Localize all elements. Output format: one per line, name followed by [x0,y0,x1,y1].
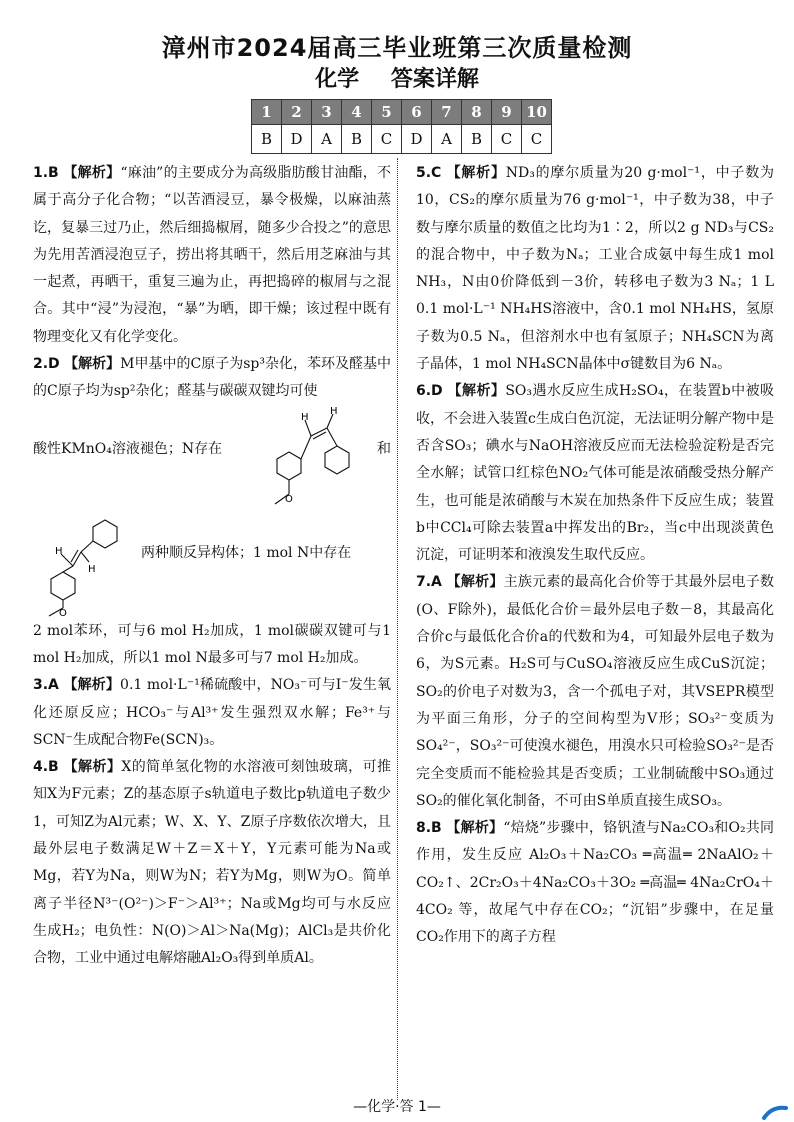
answer-key-number: 5 [372,100,402,125]
explanation-text: 酸性KMnO₄溶液褪色；N存在 [33,441,223,458]
left-column [33,160,391,973]
explanation-text: 0.1 mol·L⁻¹稀硫酸中，NO₃⁻可与I⁻发生氧化还原反应；HCO₃⁻与Al³⁺发生强烈双水解；Fe³⁺与SCN⁻生成配合物Fe(SCN)₃。 [33,677,392,748]
analysis-tag: 【解析】 [63,165,121,181]
answer-key-table [251,99,552,154]
answer-key-answer: D [282,125,312,154]
answer-key-number: 8 [462,100,492,125]
answer-key-answer: B [252,125,282,154]
explanation-q3 [33,672,391,754]
atom-label: H [88,563,96,575]
page-subtitle [0,62,794,93]
question-number: 1.B [33,165,59,181]
atom-label: O [59,607,67,618]
answer-key-answer: C [492,125,522,154]
answer-key-number: 7 [432,100,462,125]
explanation-q2 [33,351,391,672]
answer-key-answer-row [252,125,552,154]
answer-key-answer: C [522,125,552,154]
answer-key-number: 10 [522,100,552,125]
explanation-text: M甲基中的C原子为sp³杂化，苯环及醛基中的C原子均为sp²杂化；醛基与碳碳双键均可使 [33,356,391,400]
explanation-q7 [416,569,774,815]
corner-mark-icon [760,1104,790,1120]
explanation-text: 两种顺反异构体；1 mol N中存在 [141,545,352,562]
answer-key-number-row [252,100,552,125]
analysis-tag: 【解析】 [446,820,504,837]
molecule-row-2 [33,514,391,618]
question-number: 7.A [416,574,442,591]
analysis-tag: 【解析】 [64,356,121,373]
subtitle-label: 答案详解 [390,67,479,92]
explanation-q6 [416,378,774,569]
atom-label: O [285,493,293,505]
page-footer: —化学·答 1— [353,1099,441,1115]
atom-label: H [301,411,309,423]
analysis-tag: 【解析】 [446,574,504,591]
answer-key-answer: D [402,125,432,154]
answer-key-answer: A [312,125,342,154]
explanation-text: “麻油”的主要成分为高级脂肪酸甘油酯，不属于高分子化合物；“以苦酒浸豆，暴令极燥，以麻油蒸讫，复暴三过乃止，然后细捣椒屑，随多少合投之”的意思为先用苦酒浸泡豆子，捞出将其晒干，然后用芝麻油与其一起煮，再晒干，重复三遍为止，再把捣碎的椒屑与之混合。其中“浸”为浸泡，“暴”为晒，即干燥；该过程中既有物理变化又有化学变化。 [33,165,391,345]
explanation-text: ND₃的摩尔质量为20 g·mol⁻¹，中子数为10，CS₂的摩尔质量为76 g·mol⁻¹，中子数为38，中子数与摩尔质量的数值之比均为1∶2，所以2 g ND₃与CS₂的混合物中，中子数为Nₐ；工业合成氨中每生成1 mol NH₃，N由0价降低到－3价，转移电子数为3 Nₐ；1 L 0.1 mol·L⁻¹ NH₄HS溶液中，含0.1 mol NH₄HS，氢原子数为0.5 Nₐ，但溶剂水中也有氢原子；NH₄SCN为离子晶体，1 mol NH₄SCN晶体中σ键数目为6 Nₐ。 [416,165,775,373]
analysis-tag: 【解析】 [63,759,122,776]
answer-key-number: 3 [312,100,342,125]
answer-key-number: 1 [252,100,282,125]
answer-key-answer: B [342,125,372,154]
question-number: 5.C [416,165,442,181]
question-number: 4.B [33,759,59,776]
explanation-text: 2 mol苯环，可与6 mol H₂加成，1 mol碳碳双键可与1 mol H₂加成，所以1 mol N最多可与7 mol H₂加成。 [33,622,391,666]
explanation-q1 [33,160,391,351]
answer-key-number: 2 [282,100,312,125]
subject-label: 化学 [315,67,360,92]
explanation-text: “焙烧”步骤中，铬钒渣与Na₂CO₃和O₂共同作用，发生反应 Al₂O₃＋Na₂CO₃ ═高温═ 2NaAlO₂＋CO₂↑、2Cr₂O₃＋4Na₂CO₃＋3O₂ ═高温═ 4Na₂CrO₄＋4CO₂ 等，故尾气中存在CO₂；“沉铝”步骤中，在足量CO₂作用下的离子方程 [416,820,775,946]
explanation-text: SO₃遇水反应生成H₂SO₄，在装置b中被吸收，不会进入装置c生成白色沉淀，无法证明分解产物中是否含SO₃；碘水与NaOH溶液反应而无法检验淀粉是否完全水解；试管口红棕色NO₂气体可能是浓硝酸受热分解产生，也可能是浓硝酸与木炭在加热条件下反应生成；装置b中CCl₄可除去装置a中挥发出的Br₂，当c中出现淡黄色沉淀，可证明苯和液溴发生取代反应。 [416,383,774,564]
atom-label: H [55,545,63,557]
explanation-text: 主族元素的最高化合价等于其最外层电子数(O、F除外)，最低化合价＝最外层电子数－8，其最高化合价c与最低化合价a的代数和为4，可知最外层电子数为6，为S元素。H₂S可与CuSO₄溶液反应生成CuS沉淀；SO₂的价电子对数为3，含一个孤电子对，其VSEPR模型为平面三角形，分子的空间构型为V形；SO₃²⁻变质为SO₄²⁻，SO₃²⁻可使溴水褪色，用溴水只可检验SO₃²⁻是否完全变质而不能检验其是否变质；工业制硫酸中SO₃通过SO₂的催化氧化制备，不可由S单质直接生成SO₃。 [416,574,775,809]
answer-key-number: 9 [492,100,522,125]
trans-isomer-structure [267,406,377,514]
analysis-tag: 【解析】 [63,677,121,694]
answer-key-answer: B [462,125,492,154]
question-number: 3.A [33,677,59,694]
question-number: 2.D [33,356,60,373]
page-title: 漳州市2024届高三毕业班第三次质量检测 [161,34,633,62]
right-column [416,160,774,952]
explanation-q4 [33,754,391,972]
explanation-q5 [416,160,774,378]
cis-isomer-structure [33,514,133,618]
molecule-row-1 [33,406,391,514]
question-number: 6.D [416,383,443,400]
question-number: 8.B [416,820,442,837]
answer-key-number: 6 [402,100,432,125]
answer-key-answer: A [432,125,462,154]
answer-key-number: 4 [342,100,372,125]
atom-label: H [330,405,338,417]
explanation-q8 [416,815,774,951]
analysis-tag: 【解析】 [447,383,506,400]
answer-key-answer: C [372,125,402,154]
explanation-text: X的简单氢化物的水溶液可刻蚀玻璃，可推知X为F元素；Z的基态原子s轨道电子数比p轨道电子数少1，可知Z为Al元素；W、X、Y、Z原子序数依次增大，且最外层电子数满足W＋Z＝X＋Y，Y元素可能为Na或Mg，若Y为Na，则W为N；若Y为Mg，则W为O。简单离子半径N³⁻(O²⁻)＞F⁻＞Al³⁺；Na或Mg均可与水反应生成H₂；电负性：N(O)＞Al＞Na(Mg)；AlCl₃是共价化合物，工业中通过电解熔融Al₂O₃得到单质Al。 [33,759,392,967]
analysis-tag: 【解析】 [446,165,506,181]
column-divider [397,158,398,1100]
explanation-text: 和 [377,441,391,458]
